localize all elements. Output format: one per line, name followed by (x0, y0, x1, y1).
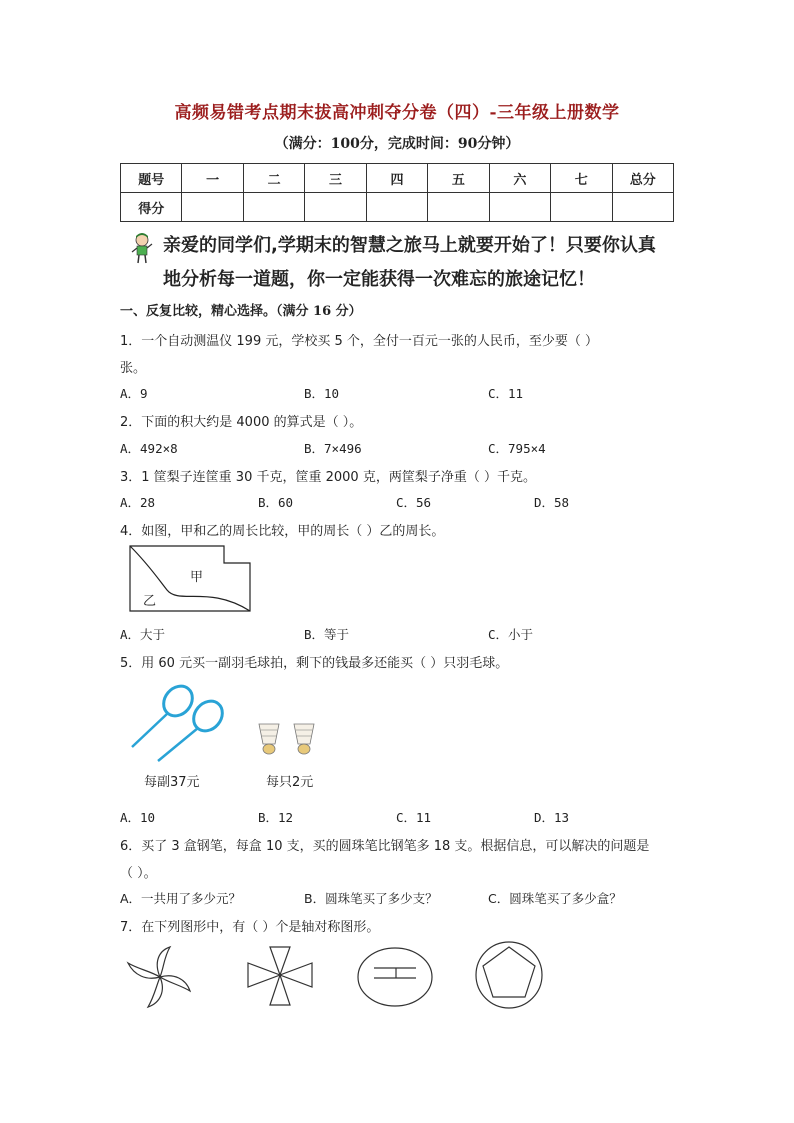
score-cell[interactable] (305, 193, 366, 222)
shuttlecock-price: 每只2元 (266, 775, 314, 790)
option-c[interactable]: C．11 (488, 386, 524, 401)
score-header-cell: 题号 (121, 164, 182, 193)
option-a[interactable]: A．9 (120, 386, 148, 401)
option-a[interactable]: A．28 (120, 495, 156, 510)
option-c[interactable]: C．11 (396, 810, 432, 825)
option-a[interactable]: A．一共用了多少元？ (120, 891, 242, 906)
score-cell[interactable] (428, 193, 489, 222)
option-c[interactable]: C．小于 (488, 627, 534, 642)
option-c[interactable]: C．795×4 (488, 441, 546, 456)
score-header-cell: 二 (243, 164, 304, 193)
figure-label-yi: 乙 (143, 594, 157, 609)
score-header-row (121, 164, 674, 193)
intro-line-2: 地分析每一道题，你一定能获得一次难忘的旅途记忆！ (163, 269, 595, 290)
option-b[interactable]: B．60 (258, 495, 294, 510)
badminton-racket-icon (128, 683, 228, 763)
option-d[interactable]: D．13 (534, 810, 570, 825)
question-6-cont: （ ）。 (120, 866, 157, 881)
pentagon-in-circle-shape (472, 940, 546, 1010)
option-a[interactable]: A．大于 (120, 627, 166, 642)
figure-label-jia: 甲 (190, 570, 204, 585)
exam-subtitle: （满分：100分，完成时间：90分钟） (274, 136, 520, 152)
score-header-cell: 一 (182, 164, 243, 193)
score-cell[interactable] (489, 193, 550, 222)
bowtie-shape (244, 945, 316, 1009)
intro-line-1: 亲爱的同学们,学期末的智慧之旅马上就要开始了！只要你认真 (163, 235, 656, 256)
score-row-label: 得分 (121, 193, 182, 222)
score-cell[interactable] (182, 193, 243, 222)
racket-price: 每副37元 (144, 775, 200, 790)
option-b[interactable]: B．10 (304, 386, 340, 401)
option-b[interactable]: B．12 (258, 810, 294, 825)
question-1: 1．一个自动测温仪 199 元，学校买 5 个，全付一百元一张的人民币，至少要（ ） (120, 334, 599, 349)
score-header-cell: 六 (489, 164, 550, 193)
ellipse-with-symbol-shape (356, 945, 434, 1009)
option-b[interactable]: B．等于 (304, 627, 350, 642)
question-4: 4．如图，甲和乙的周长比较，甲的周长（ ）乙的周长。 (120, 524, 445, 539)
score-header-cell: 四 (366, 164, 427, 193)
score-header-cell: 七 (551, 164, 612, 193)
student-icon (130, 232, 154, 264)
score-cell[interactable] (243, 193, 304, 222)
question-3: 3．1 筐梨子连筐重 30 千克，筐重 2000 克，两筐梨子净重（ ）千克。 (120, 470, 536, 485)
score-header-cell: 五 (428, 164, 489, 193)
question-7: 7．在下列图形中，有（ ）个是轴对称图形。 (120, 920, 380, 935)
question-5: 5．用 60 元买一副羽毛球拍，剩下的钱最多还能买（ ）只羽毛球。 (120, 656, 509, 671)
option-a[interactable]: A．492×8 (120, 441, 178, 456)
score-value-row (121, 193, 674, 222)
question-2: 2．下面的积大约是 4000 的算式是（ ）。 (120, 415, 363, 430)
option-c[interactable]: C．圆珠笔买了多少盒？ (488, 891, 622, 906)
option-b[interactable]: B．7×496 (304, 441, 362, 456)
pinwheel-shape (124, 945, 196, 1009)
score-cell[interactable] (612, 193, 674, 222)
question-1-cont: 张。 (120, 361, 147, 376)
score-cell[interactable] (366, 193, 427, 222)
option-d[interactable]: D．58 (534, 495, 570, 510)
score-header-cell: 总分 (612, 164, 674, 193)
option-a[interactable]: A．10 (120, 810, 156, 825)
score-cell[interactable] (551, 193, 612, 222)
question-6: 6．买了 3 盒钢笔，每盒 10 支，买的圆珠笔比钢笔多 18 支。根据信息，可以解决的问题是 (120, 839, 650, 854)
score-table (120, 163, 674, 222)
exam-title: 高频易错考点期末拔高冲刺夺分卷（四）-三年级上册数学 (174, 103, 620, 123)
section-heading: 一、反复比较，精心选择。（满分 16 分） (120, 304, 362, 319)
shuttlecock-icon (256, 722, 326, 758)
option-b[interactable]: B．圆珠笔买了多少支？ (304, 891, 438, 906)
option-c[interactable]: C．56 (396, 495, 432, 510)
score-header-cell: 三 (305, 164, 366, 193)
